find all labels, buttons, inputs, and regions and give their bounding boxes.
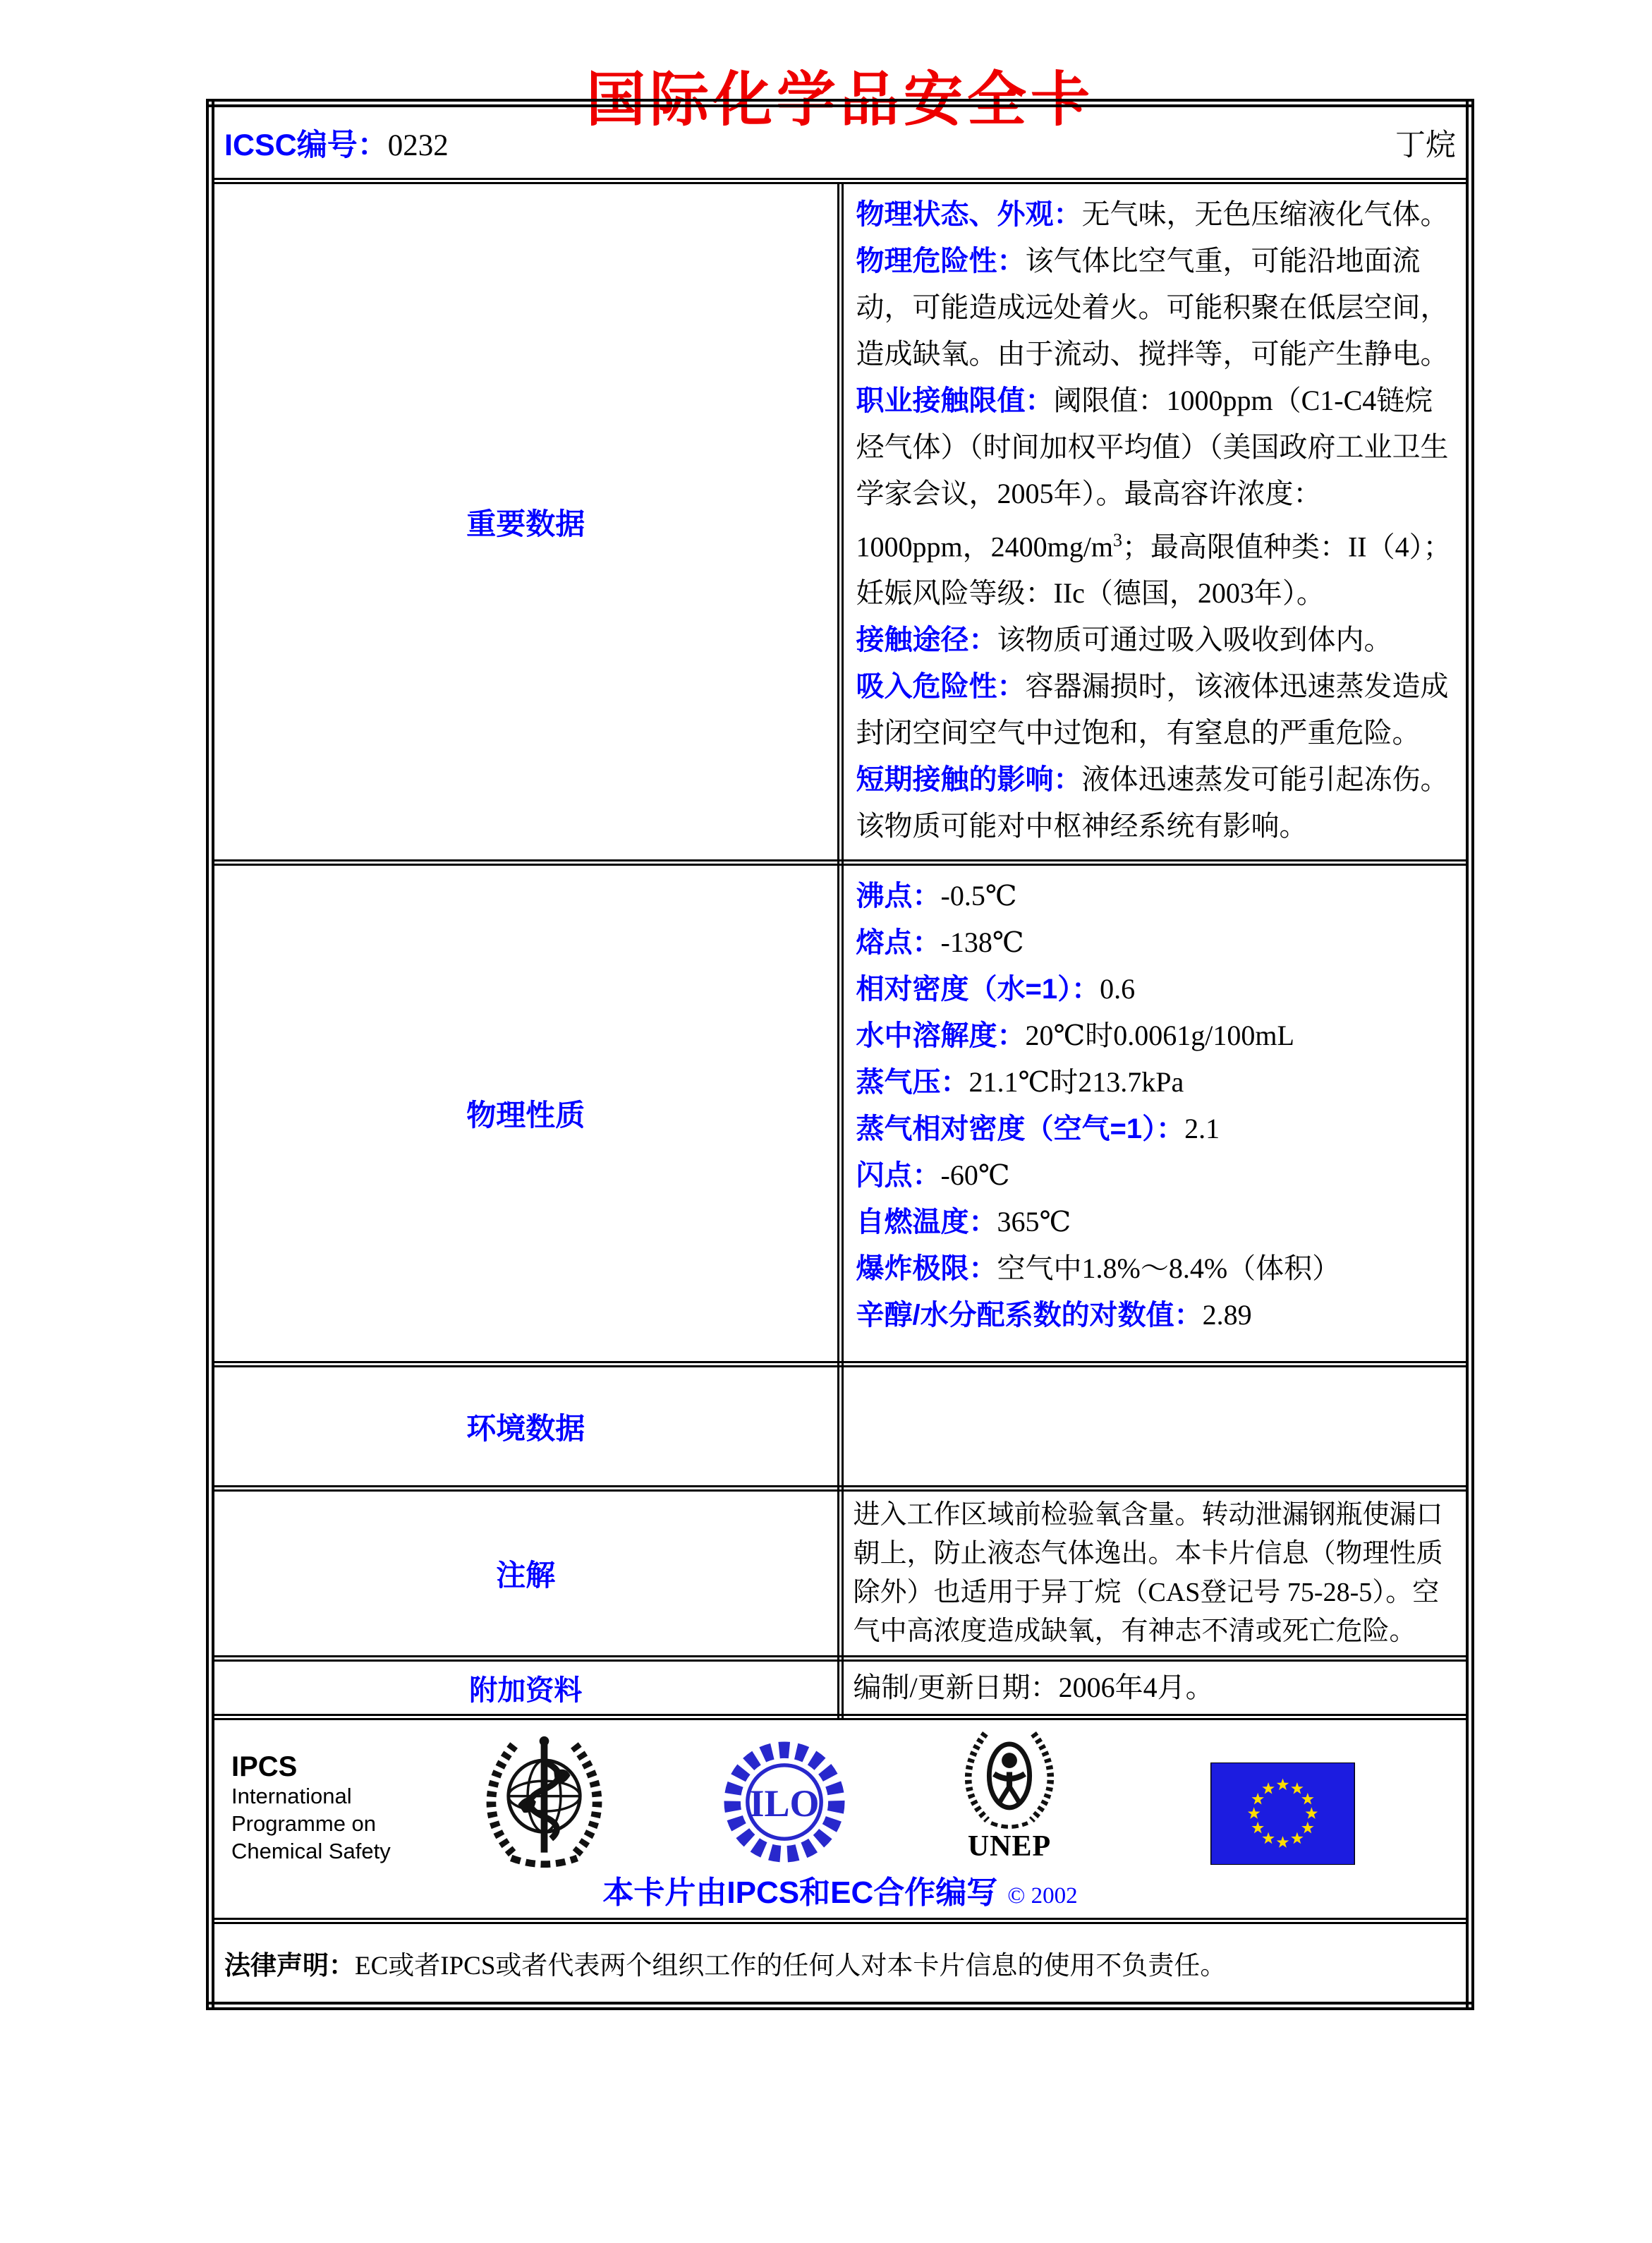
icsc-number-value: 0232 xyxy=(387,128,449,162)
credit-text: 本卡片由IPCS和EC合作编写 xyxy=(602,1875,998,1910)
notes-content: 进入工作区域前检验氧含量。转动泄漏钢瓶使漏口朝上，防止液态气体逸出。本卡片信息（物理性质除外）也适用于异丁烷（CAS登记号 75-28-5）。空气中高浓度造成缺氧，有神志不清或死亡危险。 xyxy=(840,1489,1470,1659)
entry-physical-danger xyxy=(856,238,1454,377)
section-label-important-data: 重要数据 xyxy=(210,181,840,863)
property-label: 熔点： xyxy=(856,927,941,958)
property-vapor-pressure xyxy=(856,1059,1454,1106)
property-value: 365℃ xyxy=(997,1206,1071,1238)
property-explosive-limits xyxy=(856,1245,1454,1292)
entry-text: 无气味，无色压缩液化气体。 xyxy=(1081,198,1449,230)
property-label: 爆炸极限： xyxy=(856,1253,997,1284)
property-melting-point xyxy=(856,919,1454,966)
environmental-data-content xyxy=(840,1365,1470,1489)
property-flash-point xyxy=(856,1152,1454,1199)
entry-text: 该物质可通过吸入吸收到体内。 xyxy=(997,624,1392,656)
property-octanol-water-partition xyxy=(856,1292,1454,1338)
physical-properties-row xyxy=(210,863,1470,1365)
ipcs-subtitle-line3: Chemical Safety xyxy=(231,1839,391,1863)
logos-row xyxy=(210,1717,1470,1921)
property-value: 20℃时0.0061g/100mL xyxy=(1025,1020,1294,1051)
legal-text: EC或者IPCS或者代表两个组织工作的任何人对本卡片信息的使用不负责任。 xyxy=(355,1952,1227,1981)
entry-text: 该气体比空气重，可能沿地面流动，可能造成远处着火。可能积聚在低层空间，造成缺氧。由于流动、搅拌等，可能产生静电。 xyxy=(856,245,1449,370)
property-label: 水中溶解度： xyxy=(856,1020,1026,1051)
entry-label: 职业接触限值： xyxy=(856,385,1054,416)
property-autoignition-temperature xyxy=(856,1199,1454,1245)
section-label-environmental-data: 环境数据 xyxy=(210,1365,840,1489)
section-label-notes: 注解 xyxy=(210,1489,840,1659)
entry-text-post: ；最高限值种类：II（4）；妊娠风险等级：IIc（德国，2003年）。 xyxy=(856,531,1452,610)
environmental-data-row xyxy=(210,1365,1470,1489)
property-label: 沸点： xyxy=(856,881,941,912)
entry-label: 物理危险性： xyxy=(856,246,1026,277)
property-label: 蒸气相对密度（空气=1）： xyxy=(856,1113,1185,1144)
chemical-name: 丁烷 xyxy=(1395,128,1456,162)
ilo-logo-icon xyxy=(721,1739,848,1869)
entry-label: 短期接触的影响： xyxy=(856,764,1082,796)
who-logo-icon xyxy=(475,1731,613,1873)
property-value: -60℃ xyxy=(940,1159,1010,1191)
ipcs-subtitle-line2: Programme on xyxy=(231,1811,377,1836)
physical-properties-content xyxy=(840,863,1470,1365)
property-label: 蒸气压： xyxy=(856,1067,969,1098)
entry-superscript: 3 xyxy=(1112,530,1122,550)
property-label: 相对密度（水=1）： xyxy=(856,974,1100,1005)
important-data-content xyxy=(840,181,1470,863)
entry-physical-state xyxy=(856,191,1454,238)
legal-row xyxy=(210,1921,1470,2007)
unep-logo-icon xyxy=(956,1726,1062,1862)
entry-exposure-route xyxy=(856,617,1454,663)
icsc-number-label: ICSC编号： xyxy=(224,128,388,162)
legal-label: 法律声明： xyxy=(224,1951,355,1980)
credit-line xyxy=(214,1867,1466,1912)
property-relative-density xyxy=(856,966,1454,1012)
property-value: -0.5℃ xyxy=(940,880,1017,912)
property-value: 0.6 xyxy=(1100,973,1136,1005)
entry-label: 吸入危险性： xyxy=(856,671,1026,703)
page-title: 国际化学品安全卡 xyxy=(585,68,1094,134)
ipcs-text-block xyxy=(231,1751,391,1865)
property-vapor-relative-density xyxy=(856,1106,1454,1152)
important-data-row xyxy=(210,181,1470,863)
property-label: 自燃温度： xyxy=(856,1207,997,1238)
property-label: 辛醇/水分配系数的对数值： xyxy=(856,1300,1203,1331)
property-value: 2.1 xyxy=(1184,1113,1220,1144)
icsc-number-group xyxy=(224,121,449,164)
entry-short-term-effects xyxy=(856,756,1454,850)
entry-occupational-exposure-limit xyxy=(856,377,1454,617)
additional-info-content: 编制/更新日期：2006年4月。 xyxy=(840,1659,1470,1717)
ipcs-acronym: IPCS xyxy=(231,1751,298,1782)
eu-flag-icon xyxy=(1210,1763,1355,1868)
icsc-header-row xyxy=(210,103,1470,181)
entry-label: 接触途径： xyxy=(856,624,997,656)
unep-wordmark: UNEP xyxy=(967,1830,1052,1863)
property-boiling-point xyxy=(856,873,1454,919)
entry-inhalation-risk xyxy=(856,663,1454,756)
property-value: 2.89 xyxy=(1202,1299,1252,1331)
property-value: -138℃ xyxy=(940,926,1024,958)
entry-text: 液体迅速蒸发可能引起冻伤。该物质可能对中枢神经系统有影响。 xyxy=(856,763,1449,842)
copyright-text: © 2002 xyxy=(1007,1883,1078,1909)
entry-text: 容器漏损时，该液体迅速蒸发造成封闭空间空气中过饱和，有窒息的严重危险。 xyxy=(856,670,1449,749)
property-value: 空气中1.8%～8.4%（体积） xyxy=(997,1252,1341,1284)
property-water-solubility xyxy=(856,1012,1454,1059)
section-label-additional-info: 附加资料 xyxy=(210,1659,840,1717)
property-label: 闪点： xyxy=(856,1160,941,1191)
notes-row xyxy=(210,1489,1470,1659)
section-label-physical-properties: 物理性质 xyxy=(210,863,840,1365)
property-value: 21.1℃时213.7kPa xyxy=(968,1066,1184,1098)
icsc-card-table xyxy=(206,99,1474,2010)
ipcs-subtitle-line1: International xyxy=(231,1784,352,1808)
svg-text:ILO: ILO xyxy=(749,1782,820,1825)
entry-label: 物理状态、外观： xyxy=(856,199,1082,230)
additional-info-row xyxy=(210,1659,1470,1717)
entry-text-pre: 阈限值：1000ppm（C1-C4链烷烃气体）（时间加权平均值）（美国政府工业卫生学家会议，2005年）。最高容许浓度：1000ppm，2400mg/m xyxy=(856,385,1449,563)
